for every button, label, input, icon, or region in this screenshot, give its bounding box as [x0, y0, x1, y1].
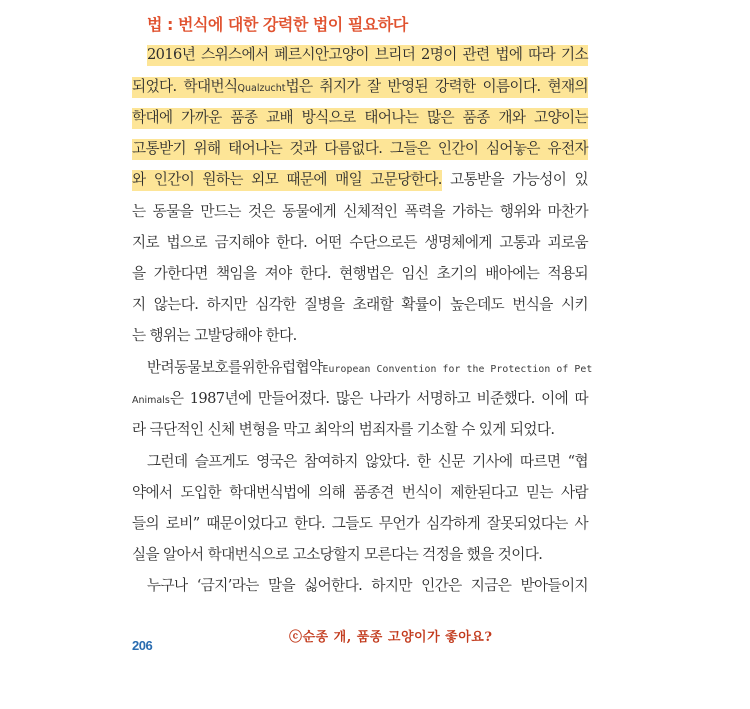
highlighted-text: 고통받기 위해 태어나는 것과 다름없다. 그들은 인간이 심어놓은 유전자 [132, 139, 588, 160]
highlighted-text: 학대에 가까운 품종 교배 방식으로 태어나는 많은 품종 개와 고양이는 [132, 108, 588, 129]
plain-text: 은 1987년에 만들어졌다. 많은 나라가 서명하고 비준했다. 이에 따 [169, 390, 588, 407]
text-line [132, 169, 588, 191]
german-gloss: Qualzucht [237, 83, 286, 94]
text-line [147, 44, 588, 66]
plain-text: 고통받을 가능성이 있 [441, 171, 588, 188]
text-line [132, 388, 588, 410]
highlighted-text-part: 되었다. 학대번식 [132, 78, 238, 95]
convention-name-en: Animals [132, 395, 170, 406]
text-line [147, 357, 593, 379]
text-line: 누구나 ‘금지’라는 말을 싫어한다. 하지만 인간은 지금은 받아들이지 [147, 577, 588, 594]
text-line [132, 76, 588, 98]
text-line: 약에서 도입한 학대번식법에 의해 품종견 번식이 제한된다고 믿는 사람 [132, 484, 588, 501]
text-line: 는 행위는 고발당해야 한다. [132, 327, 297, 344]
text-line: 을 가한다면 책임을 져야 한다. 현행법은 임신 초기의 배아에는 적용되 [132, 265, 588, 282]
highlighted-text: 2016년 스위스에서 페르시안고양이 브리더 2명이 관련 법에 따라 기소 [147, 45, 588, 66]
text-line: 지 않는다. 하지만 심각한 질병을 초래할 확률이 높은데도 번식을 시키 [132, 296, 588, 313]
text-line: 그런데 슬프게도 영국은 참여하지 않았다. 한 신문 기사에 따르면 “협 [147, 453, 588, 470]
running-title: ⓒ순종 개, 품종 고양이가 좋아요? [289, 630, 493, 645]
text-line: 는 동물을 만드는 것은 동물에게 신체적인 폭력을 가하는 행위와 마찬가 [132, 203, 588, 220]
text-line [132, 107, 588, 129]
text-line: 들의 로비” 때문이었다고 한다. 그들도 무언가 심각하게 잘못되었다는 사 [132, 515, 588, 532]
section-heading: 법 : 번식에 대한 강력한 법이 필요하다 [147, 15, 408, 34]
text-line: 실을 알아서 학대번식으로 고소당할지 모른다는 걱정을 했을 것이다. [132, 546, 543, 563]
highlighted-text-part: 법은 취지가 잘 반영된 강력한 이름이다. 현재의 [285, 78, 588, 95]
convention-name-ko: 반려동물보호를위한유럽협약 [147, 359, 323, 376]
text-line [132, 138, 588, 160]
highlighted-text [132, 77, 588, 98]
page-number: 206 [132, 638, 153, 653]
text-line: 라 극단적인 신체 변형을 막고 최악의 범죄자를 기소할 수 있게 되었다. [132, 421, 555, 438]
text-line: 지로 법으로 금지해야 한다. 어떤 수단으로든 생명체에게 고통과 괴로움 [132, 234, 588, 251]
highlighted-text: 와 인간이 원하는 외모 때문에 매일 고문당한다. [132, 170, 442, 191]
convention-name-en: European Convention for the Protection of Pet [322, 364, 593, 375]
